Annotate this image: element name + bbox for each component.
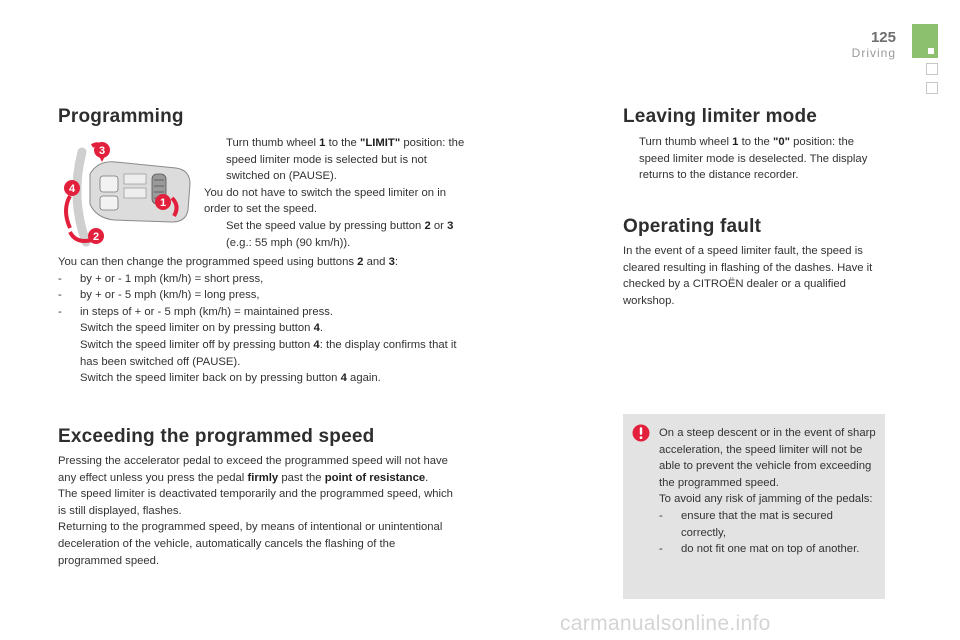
chapter-tab xyxy=(912,24,938,58)
step-switch-back-on: Switch the speed limiter back on by pressing button 4 again. xyxy=(80,372,381,385)
exceeding-paragraph: Pressing the accelerator pedal to exceed the programmed speed will not have any effect unless you press the pedal firmly past the point of resistance. xyxy=(58,455,448,484)
chapter-tab-marker xyxy=(928,48,934,54)
change-speed-intro: You can then change the programmed speed using buttons 2 and 3: xyxy=(58,256,399,268)
step-switch-on: Switch the speed limiter on by pressing button 4. xyxy=(80,322,324,335)
callout-4-label: 4 xyxy=(68,183,76,195)
warning-item: - ensure that the mat is secured correctly, xyxy=(659,509,833,539)
fault-heading: Operating fault xyxy=(623,216,762,237)
programming-note: You do not have to switch the speed limiter on in order to set the speed. xyxy=(204,186,446,216)
change-option: - by + or - 1 mph (km/h) = short press, xyxy=(58,272,264,285)
leaving-text xyxy=(623,134,885,184)
change-option: - by + or - 5 mph (km/h) = long press, xyxy=(58,289,260,302)
callout-1-label: 1 xyxy=(159,197,167,209)
step-switch-off: Switch the speed limiter off by pressing button 4: the display confirms that it has been switched off (PAUSE). xyxy=(80,338,457,368)
section-label: Driving xyxy=(851,46,896,60)
step-set-speed: Set the speed value by pressing button 2 or 3 (e.g.: 55 mph (90 km/h)). xyxy=(226,219,454,249)
warning-paragraph: To avoid any risk of jamming of the pedals: xyxy=(659,493,873,506)
callout-2-label: 2 xyxy=(92,231,100,243)
step-deselect: Turn thumb wheel 1 to the "0" position: the speed limiter mode is deselected. The display returns to the distance recorder. xyxy=(639,136,868,182)
warning-text xyxy=(659,425,881,558)
change-option: - in steps of + or - 5 mph (km/h) = maintained press. xyxy=(58,305,334,318)
stalk-controls-illustration xyxy=(56,140,196,248)
warning-icon xyxy=(632,424,650,442)
programming-intro xyxy=(204,135,466,251)
leaving-heading: Leaving limiter mode xyxy=(623,106,818,127)
exceeding-text xyxy=(58,453,460,569)
exceeding-heading: Exceeding the programmed speed xyxy=(58,426,375,447)
warning-item: - do not fit one mat on top of another. xyxy=(659,543,860,556)
page-number: 125 xyxy=(870,29,896,46)
programming-heading: Programming xyxy=(58,106,184,127)
watermark: carmanualsonline.info xyxy=(560,612,771,635)
fault-text: In the event of a speed limiter fault, the speed is cleared resulting in flashing of the dashes. Have it checked by a CITROËN dealer or a qualified workshop. xyxy=(623,245,873,307)
chapter-tab-empty xyxy=(926,82,938,94)
step-select-limit: Turn thumb wheel 1 to the "LIMIT" position: the speed limiter mode is selected but is not switched on (PAUSE). xyxy=(226,137,465,183)
exceeding-paragraph: The speed limiter is deactivated temporarily and the programmed speed, which is still displayed, flashes. xyxy=(58,488,453,517)
chapter-tab-empty xyxy=(926,63,938,75)
programming-changes xyxy=(58,254,458,387)
exceeding-paragraph: Returning to the programmed speed, by means of intentional or unintentional deceleration of the vehicle, automatically cancels the flashing of the programmed speed. xyxy=(58,521,443,567)
warning-paragraph: On a steep descent or in the event of sharp acceleration, the speed limiter will not be able to prevent the vehicle from exceeding the programmed speed. xyxy=(659,427,876,489)
callout-3-label: 3 xyxy=(98,145,106,157)
